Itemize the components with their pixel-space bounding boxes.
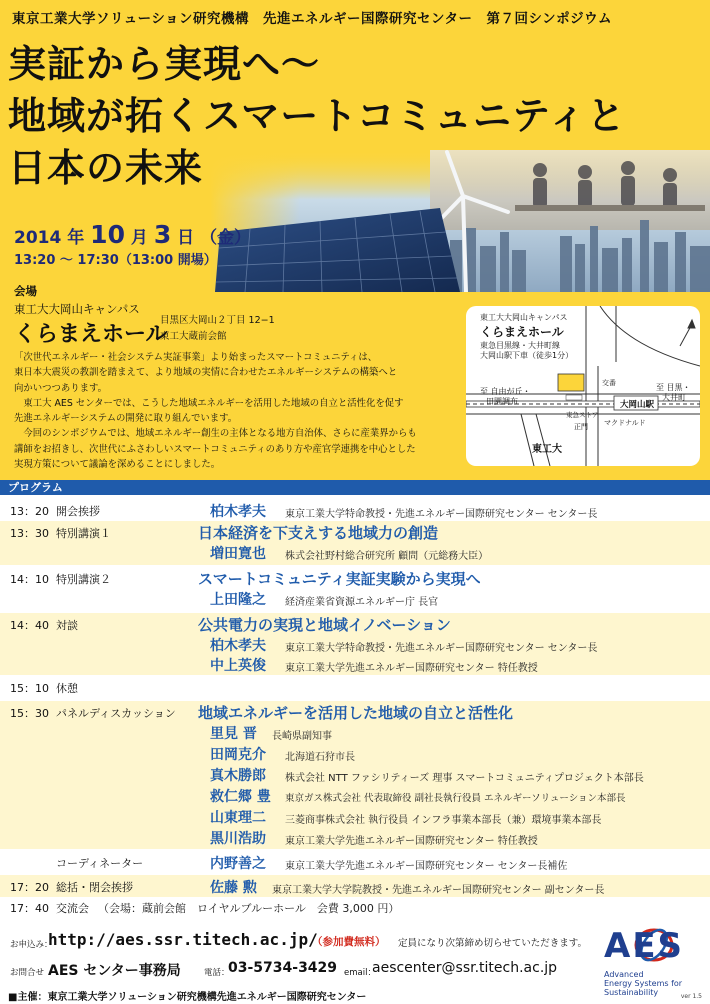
map-koban: 交番 — [602, 379, 616, 387]
speaker-affiliation: 東京工業大学特命教授・先進エネルギー国際研究センター センター長 — [285, 643, 598, 654]
intro-line: 向かいつつあります。 — [14, 382, 107, 394]
speaker-affiliation: 長崎県副知事 — [272, 731, 332, 742]
free-admission-note: （参加費無料） — [312, 936, 386, 948]
venue-address — [160, 313, 275, 345]
speaker-affiliation: 経済産業省資源エネルギー庁 長官 — [285, 597, 439, 608]
speaker-affiliation: 三菱商事株式会社 執行役員 インフラ事業本部長（兼）環境事業本部長 — [285, 815, 602, 826]
office-name: AES センター事務局 — [48, 963, 181, 979]
intro-line: 講師をお招きし、次世代にふさわしいスマートコミュニティのあり方や産官学連携を中心とした — [14, 443, 416, 455]
program-time: 17：40 — [10, 902, 49, 915]
email-link[interactable]: aescenter@ssr.titech.ac.jp — [372, 960, 558, 976]
reception-detail: （会場：蔵前会館 ロイヤルブルーホール 会費 3,000 円） — [98, 902, 400, 915]
program-row — [0, 677, 710, 697]
contact-label: お問合せ — [10, 968, 45, 978]
apply-label: お申込み： — [10, 940, 53, 950]
title-line-2: 地域が拓くスマートコミュニティと — [8, 94, 626, 138]
speaker-affiliation: 東京工業大学特命教授・先進エネルギー国際研究センター センター長 — [285, 509, 598, 520]
map-to-meguro: 至 目黒・ — [656, 383, 691, 392]
speaker-name: 柏木孝夫 — [210, 638, 266, 654]
hall-marker — [558, 374, 584, 391]
venue-label: 会場 — [14, 284, 37, 298]
program-row — [0, 897, 710, 917]
speaker-affiliation: 東京工業大学先進エネルギー国際研究センター 特任教授 — [285, 663, 538, 674]
speaker-name: 黒川浩助 — [210, 831, 266, 847]
aes-tag-line-2: Energy Systems for — [604, 979, 683, 988]
intro-line: 東日本大震災の教訓を踏まえて、より地域の実情に合わせたエネルギーシステムの構築へと — [14, 367, 398, 379]
date-month-unit: 月 — [130, 228, 148, 248]
map-campus-label: 東工大 — [532, 444, 562, 455]
date-year-unit: 年 — [67, 228, 85, 248]
program-row — [0, 875, 710, 897]
intro-text — [14, 350, 454, 472]
program-time: 13：20 — [10, 505, 49, 518]
venue-hall: くらまえホール — [14, 322, 168, 347]
map-to-denenchofu: 田園調布 — [486, 397, 518, 406]
speaker-affiliation: 東京工業大学先進エネルギー国際研究センター 特任教授 — [285, 836, 538, 847]
phone-label: 電話： — [204, 968, 230, 978]
aes-logo-tagline — [604, 970, 682, 997]
speaker-affiliation: 株式会社野村総合研究所 顧問（元総務大臣） — [285, 551, 489, 562]
program-row — [0, 521, 710, 565]
version-label: ver 1.5 — [680, 993, 702, 1000]
aes-logo — [604, 926, 704, 1000]
speaker-name: 里見 晋 — [210, 726, 257, 742]
map-store: 東急ストア — [566, 411, 599, 419]
speaker-affiliation: 東京工業大学先進エネルギー国際研究センター センター長補佐 — [285, 861, 568, 872]
map-campus: 東工大大岡山キャンパス — [480, 313, 568, 322]
program-label: 特別講演１ — [56, 527, 111, 540]
map-to-oimachi: 大井町 — [662, 393, 686, 402]
intro-line: 東工大 AES センターでは、こうした地域エネルギーを活用した地域の自立と活性化を促す — [14, 397, 404, 409]
phone-number: 03-5734-3429 — [228, 960, 338, 976]
map-to-jiyugaoka: 至 自由が丘・ — [480, 387, 531, 396]
program-label: パネルディスカッション — [56, 707, 176, 720]
intro-line: 「次世代エネルギー・社会システム実証事業」より始まったスマートコミュニティは、 — [14, 352, 378, 363]
north-arrow — [680, 320, 695, 346]
intro-line: 今回のシンポジウムでは、地域エネルギー創生の主体となる地方自治体、さらに産業界からも — [14, 428, 417, 440]
talk-title: 地域エネルギーを活用した地域の自立と活性化 — [198, 704, 514, 722]
speaker-name: 佐藤 勲 — [210, 880, 257, 896]
program-time: 15：30 — [10, 707, 49, 720]
speaker-affiliation: 北海道石狩市長 — [285, 752, 355, 763]
program-time: 14：40 — [10, 619, 49, 632]
speaker-name: 内野善之 — [210, 856, 266, 872]
aes-logo-letters: AES — [604, 926, 685, 966]
program-row — [0, 851, 710, 873]
map-mcdonalds: マクドナルド — [604, 419, 646, 427]
map-hall-name: くらまえホール — [480, 325, 564, 339]
program-label: 休憩 — [56, 682, 78, 695]
access-map — [466, 306, 700, 466]
title-line-3: 日本の未来 — [8, 146, 204, 190]
program-label: 対談 — [56, 619, 78, 632]
email-label: email： — [344, 968, 376, 978]
program-row — [0, 613, 710, 675]
map-station: 大岡山駅 — [620, 400, 655, 410]
organizer-line: 東京工業大学ソリューション研究機構 先進エネルギー国際研究センター 第７回シンポジウム — [12, 11, 613, 27]
speaker-name: 上田隆之 — [210, 592, 266, 608]
aes-tag-line-1: Advanced — [604, 970, 644, 979]
speaker-name: 田岡克介 — [210, 747, 266, 763]
signup-link[interactable]: http://aes.ssr.titech.ac.jp/ — [48, 930, 318, 949]
date-weekday: （金） — [200, 228, 252, 248]
talk-title: 日本経済を下支えする地域力の創造 — [198, 524, 439, 542]
talk-title: 公共電力の実現と地域イノベーション — [198, 616, 451, 634]
capacity-note: 定員になり次第締め切らせていただきます。 — [398, 938, 587, 949]
program-label: 交流会 — [56, 902, 89, 915]
program-header: プログラム — [0, 480, 710, 495]
map-train-line: 東急目黒線・大井町線 — [480, 341, 560, 350]
program-label: 総括・閉会挨拶 — [56, 881, 133, 894]
speaker-name: 増田寛也 — [210, 546, 266, 562]
speaker-name: 中上英俊 — [210, 658, 266, 674]
venue-address-line-2: 東工大蔵前会館 — [160, 331, 227, 342]
event-date — [14, 220, 251, 249]
store-marker — [566, 395, 582, 400]
venue-block — [14, 283, 275, 347]
program-row — [0, 567, 710, 611]
venue-address-line-1: 目黒区大岡山２丁目 12−1 — [160, 315, 275, 326]
intro-line: 実現方策について議論を深めることにしました。 — [14, 459, 221, 471]
event-time: 13:20 〜 17:30（13:00 開場） — [14, 253, 217, 268]
program-row — [0, 499, 710, 521]
venue-campus: 東工大大岡山キャンパス — [14, 302, 140, 316]
speaker-name: 山東理二 — [210, 810, 266, 826]
speaker-name: 救仁郷 豊 — [210, 789, 271, 805]
speaker-name: 真木勝郎 — [210, 768, 266, 784]
map-main-gate: 正門 — [574, 423, 588, 431]
program-label: 特別講演２ — [56, 573, 111, 586]
program-row — [0, 701, 710, 849]
date-day-unit: 日 — [177, 228, 195, 248]
speaker-name: 柏木孝夫 — [210, 504, 266, 520]
intro-line: 先進エネルギーシステムの開発に取り組んでいます。 — [14, 413, 238, 425]
sponsor-line: ■主催：東京工業大学ソリューション研究機構先進エネルギー国際研究センター — [8, 992, 367, 1003]
date-year: 2014 — [14, 228, 62, 248]
talk-title: スマートコミュニティ実証実験から実現へ — [198, 570, 481, 588]
program-time: 17：20 — [10, 881, 49, 894]
speaker-affiliation: 東京ガス株式会社 代表取締役 副社長執行役員 エネルギーソリューション本部長 — [285, 793, 626, 804]
date-month: 10 — [90, 220, 125, 249]
program-time: 15：10 — [10, 682, 49, 695]
program-time: 14：10 — [10, 573, 49, 586]
title-line-1: 実証から実現へ〜 — [8, 42, 321, 86]
program-label: 開会挨拶 — [56, 505, 100, 518]
program-label: コーディネーター — [56, 857, 144, 870]
symposium-title — [8, 38, 626, 194]
speaker-affiliation: 東京工業大学大学院教授・先進エネルギー国際研究センター 副センター長 — [272, 885, 605, 896]
date-day: 3 — [153, 220, 172, 249]
program-time: 13：30 — [10, 527, 49, 540]
speaker-affiliation: 株式会社 NTT ファシリティーズ 理事 スマートコミュニティプロジェクト本部長 — [285, 773, 644, 784]
map-station-walk: 大岡山駅下車（徒歩1分） — [480, 351, 574, 360]
aes-tag-line-3: Sustainability — [604, 988, 659, 997]
